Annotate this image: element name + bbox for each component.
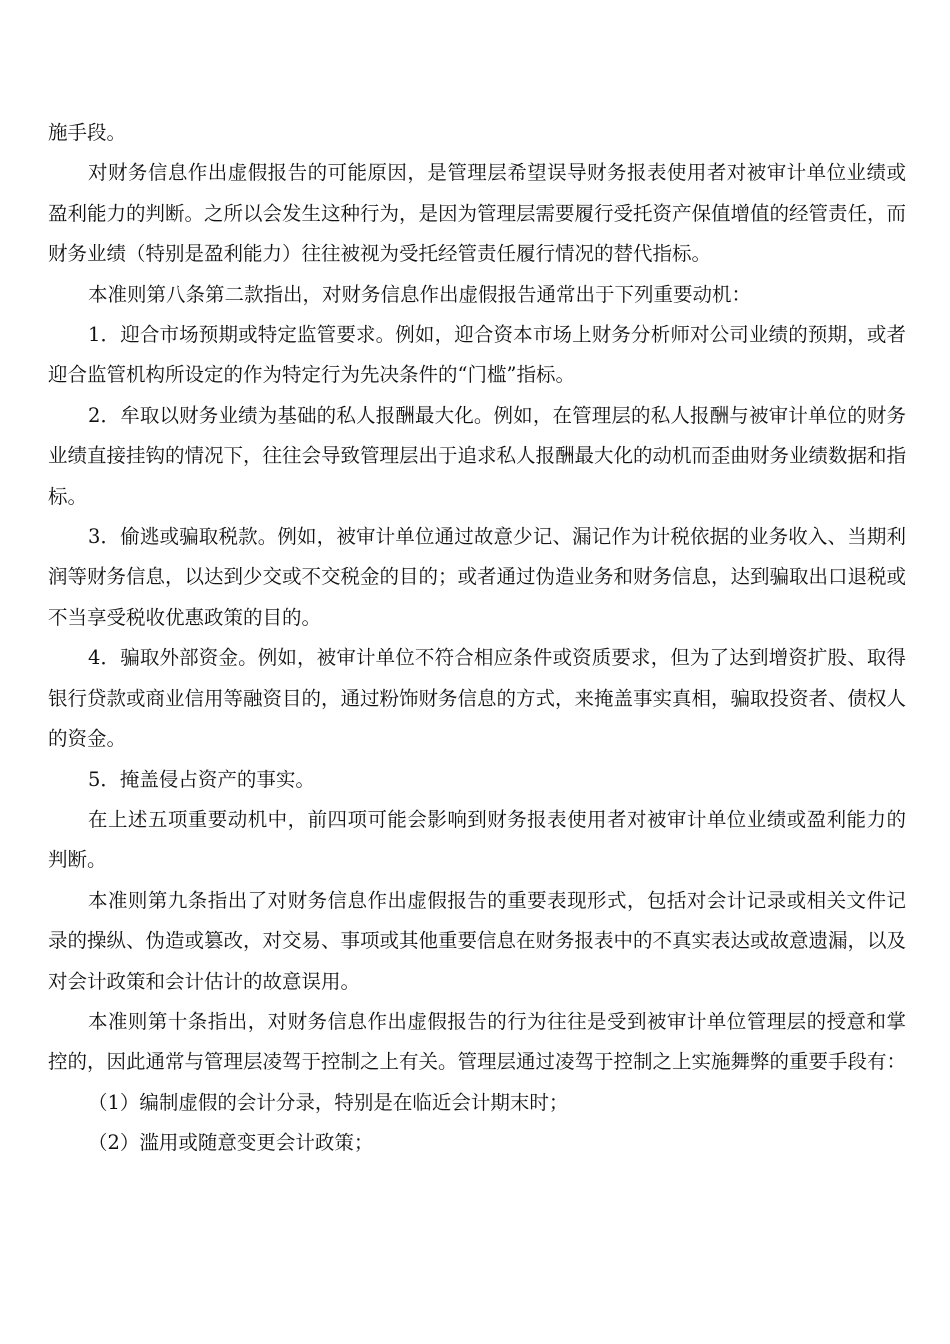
list-item-motive-3: 3．偷逃或骗取税款。例如，被审计单位通过故意少记、漏记作为计税依据的业务收入、当期利润等财务信息，以达到少交或不交税金的目的；或者通过伪造业务和财务信息，达到骗取出口退税或不当享受税收优惠政策的目的。 <box>48 525 907 629</box>
paragraph-motives-summary: 在上述五项重要动机中，前四项可能会影响到财务报表使用者对被审计单位业绩或盈利能力的判断。 <box>48 807 906 872</box>
list-item-motive-4: 4．骗取外部资金。例如，被审计单位不符合相应条件或资质要求，但为了达到增资扩股、取得银行贷款或商业信用等融资目的，通过粉饰财务信息的方式，来掩盖事实真相，骗取投资者、债权人的资金。 <box>48 646 907 751</box>
paragraph-article-8: 本准则第八条第二款指出，对财务信息作出虚假报告通常出于下列重要动机： <box>88 282 752 306</box>
list-item-means-2: （2）滥用或随意变更会计政策； <box>88 1131 374 1155</box>
list-item-motive-2: 2．牟取以财务业绩为基础的私人报酬最大化。例如，在管理层的私人报酬与被审计单位的财务业绩直接挂钩的情况下，往往会导致管理层出于追求私人报酬最大化的动机而歪曲财务业绩数据和指标。 <box>48 403 907 508</box>
paragraph-article-10: 本准则第十条指出，对财务信息作出虚假报告的行为往往是受到被审计单位管理层的授意和掌控的，因此通常与管理层凌驾于控制之上有关。管理层通过凌驾于控制之上实施舞弊的重要手段有： <box>48 1009 907 1074</box>
document-page <box>48 113 906 1164</box>
paragraph-reason: 对财务信息作出虚假报告的可能原因，是管理层希望误导财务报表使用者对被审计单位业绩或盈利能力的判断。之所以会发生这种行为，是因为管理层需要履行受托资产保值增值的经管责任，而财务业绩（特别是盈利能力）往往被视为受托经管责任履行情况的替代指标。 <box>48 161 907 266</box>
list-item-motive-1: 1．迎合市场预期或特定监管要求。例如，迎合资本市场上财务分析师对公司业绩的预期，或者迎合监管机构所设定的作为特定行为先决条件的“门槛”指标。 <box>48 323 906 387</box>
paragraph-article-9: 本准则第九条指出了对财务信息作出虚假报告的重要表现形式，包括对会计记录或相关文件记录的操纵、伪造或篡改，对交易、事项或其他重要信息在财务报表中的不真实表达或故意遗漏，以及对会计政策和会计估计的故意误用。 <box>48 888 907 993</box>
list-item-means-1: （1）编制虚假的会计分录，特别是在临近会计期末时； <box>88 1090 569 1114</box>
list-item-motive-5: 5．掩盖侵占资产的事实。 <box>88 767 315 791</box>
paragraph-continuation: 施手段。 <box>48 121 127 144</box>
